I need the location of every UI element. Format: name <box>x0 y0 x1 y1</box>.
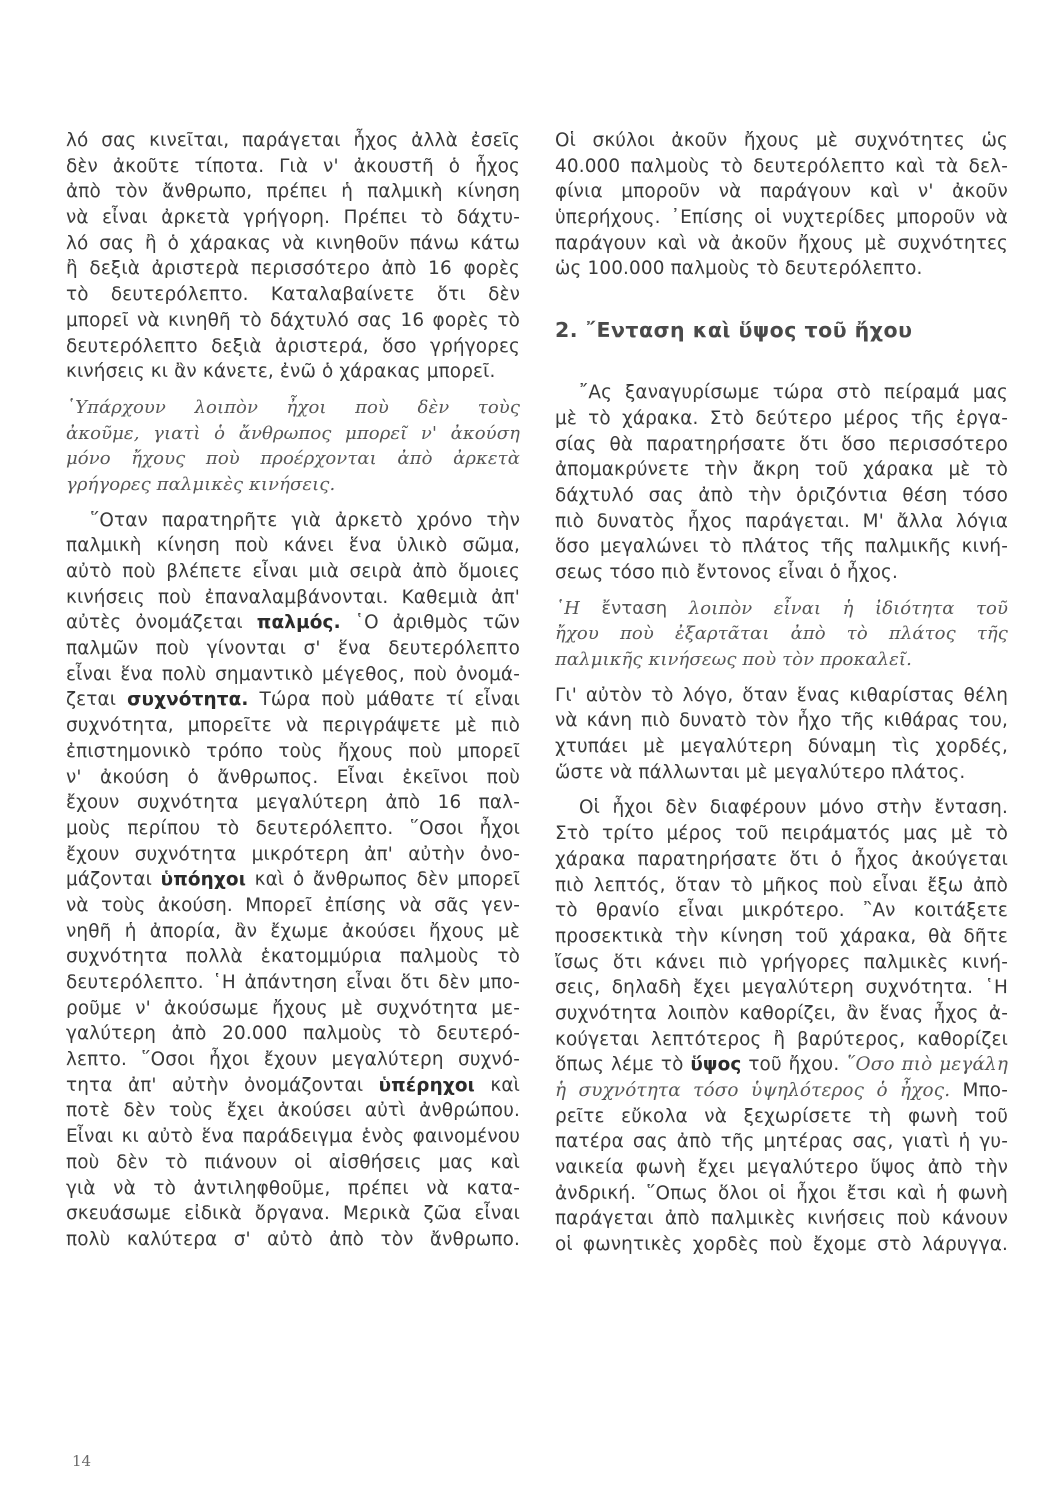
text-line: τὸ δευτερόλεπτο. Καταλαβαίνετε ὅτι δὲν <box>66 284 520 306</box>
italic-text: ῞Οσο πιὸ μεγάλη <box>846 1054 1008 1076</box>
paragraph-animals-hearing <box>555 128 1008 282</box>
text-line: ρεῖτε εὔκολα νὰ ξεχωρίσετε τὴ φωνὴ τοῦ <box>555 1105 1008 1127</box>
text-line: νὰ τοὺς ἀκούση. Μπορεῖ ἐπίσης νὰ σᾶς γεν- <box>66 894 520 916</box>
text-line: ἤχου ποὺ ἐξαρτᾶται ἀπὸ τὸ πλάτος τῆς <box>555 623 1008 645</box>
text-line: παράγεται ἀπὸ παλμικὲς κινήσεις ποὺ κάνουν <box>555 1208 1008 1230</box>
text: ῾Ο ἀριθμὸς τῶν <box>340 612 520 634</box>
text-line: αὐτὸ ποὺ βλέπετε εἶναι μιὰ σειρὰ ἀπὸ ὅμοιες <box>66 561 520 582</box>
text-line: φίνια μποροῦν νὰ παράγουν καὶ ν' ἀκοῦν <box>555 181 1008 203</box>
text-line: παλμῶν ποὺ γίνονται σ' ἕνα δευτερόλεπτο <box>66 638 520 660</box>
text-line: συχνότητα πολλὰ ἑκατομμύρια παλμοὺς τὸ <box>66 946 520 968</box>
text-line: δὲν ἀκοῦτε τίποτα. Γιὰ ν' ἀκουστῆ ὁ ἦχος <box>66 155 520 177</box>
text-line <box>555 596 1008 622</box>
term-infrasound: ὑπόηχοι <box>160 869 247 891</box>
text-line: ἐπιστημονικὸ τρόπο τοὺς ἤχους ποὺ μπορεῖ <box>66 740 520 762</box>
term-frequency: συχνότητα. <box>127 689 249 711</box>
text-line: ν' ἀκούση ὁ ἄνθρωπος. Εἶναι ἐκεῖνοι ποὺ <box>66 766 520 788</box>
text: μάζονται <box>66 869 161 891</box>
text-line: σεις, δηλαδὴ ἔχει μεγαλύτερη συχνότητα. ῾Η <box>555 977 1008 999</box>
text-line: ἀνδρική. ῞Οπως ὅλοι οἱ ἦχοι ἔτσι καὶ ἡ φωνὴ <box>555 1182 1008 1204</box>
text: Μπο- <box>950 1080 1008 1101</box>
text: τητα ἀπ' αὐτὴν ὀνομάζονται <box>66 1074 379 1096</box>
text-line: ἔχουν συχνότητα μικρότερη ἀπ' αὐτὴν ὀνο- <box>66 843 520 865</box>
text-line: τὸ θρανίο εἶναι μικρότερο. ῍Αν κοιτάξετε <box>555 900 1008 922</box>
text-line: ἔχουν συχνότητα μεγαλύτερη ἀπὸ 16 παλ- <box>66 792 520 814</box>
text-line: γαλύτερη ἀπὸ 20.000 παλμοὺς τὸ δευτερό- <box>66 1023 520 1045</box>
left-column <box>66 128 520 1253</box>
text-line: ροῦμε ν' ἀκούσωμε ἤχους μὲ συχνότητα με- <box>66 997 520 1019</box>
text: καὶ <box>474 1074 520 1096</box>
text-line: κινήσεις ποὺ ἐπαναλαμβάνονται. Καθεμιὰ ἀπ' <box>66 586 520 608</box>
text: ζεται <box>66 689 128 711</box>
text-line: 40.000 παλμοὺς τὸ δευτερόλεπτο καὶ τὰ δελ- <box>555 155 1008 177</box>
text-line: σεως τόσο πιὸ ἔντονος εἶναι ὁ ἦχος. <box>555 561 898 583</box>
text: τοῦ ἤχου. <box>741 1054 847 1076</box>
text: καὶ ὁ ἄνθρωπος δὲν μπορεῖ <box>246 869 521 891</box>
text-line: οἱ φωνητικὲς χορδὲς ποὺ ἔχομε στὸ λάρυγγα. <box>555 1234 1008 1256</box>
text-line: εἶναι ἕνα πολὺ σημαντικὸ μέγεθος, ποὺ ὀνομά- <box>66 663 520 685</box>
page-number: 14 <box>72 1452 92 1470</box>
text-line: πιὸ λεπτός, ὅταν τὸ μῆκος ποὺ εἶναι ἔξω ἀπὸ <box>555 874 1008 896</box>
text-line: Οἱ ἦχοι δὲν διαφέρουν μόνο στὴν ἔνταση. <box>579 797 1008 819</box>
text-line: δευτερόλεπτο δεξιὰ ἀριστερά, ὅσο γρήγορες <box>66 335 520 357</box>
paragraph-pitch <box>555 795 1008 1257</box>
text-line: ποτὲ δὲν τοὺς ἔχει ἀκούσει αὐτὶ ἀνθρώπου. <box>66 1100 520 1122</box>
text-line <box>66 1073 520 1099</box>
italic-note-inaudible <box>66 395 520 498</box>
text-line <box>66 687 520 713</box>
text-line: λό σας κινεῖται, παράγεται ἦχος ἀλλὰ ἐσεῖς <box>66 130 520 151</box>
right-column <box>555 128 1008 1258</box>
paragraph-guitarist <box>555 683 1008 786</box>
text: ῾Η <box>555 597 602 619</box>
text-line: μόνο ἤχους ποὺ προέρχονται ἀπὸ ἀρκετὰ <box>66 448 520 470</box>
text-line: πιὸ δυνατὸς ἦχος παράγεται. Μ' ἄλλα λόγια <box>555 510 1008 532</box>
text-line: Εἶναι κι αὐτὸ ἕνα παράδειγμα ἑνὸς φαινομένου <box>66 1126 520 1148</box>
text-line: λό σας ἢ ὁ χάρακας νὰ κινηθοῦν πάνω κάτω <box>66 232 520 254</box>
text-line: γρήγορες παλμικὲς κινήσεις. <box>66 473 336 495</box>
text-line: ἢ δεξιὰ ἀριστερὰ περισσότερο ἀπὸ 16 φορὲς <box>66 258 520 280</box>
text-line: πολὺ καλύτερα σ' αὐτὸ ἀπὸ τὸν ἄνθρωπο. <box>66 1228 520 1250</box>
text-line: ἀκοῦμε, γιατὶ ὁ ἄνθρωπος μπορεῖ ν' ἀκούση <box>66 422 520 444</box>
text-line <box>66 610 520 636</box>
text-line: ὑπερήχους. ᾿Επίσης οἱ νυχτερίδες μποροῦν νὰ <box>555 207 1008 229</box>
text-line: κινήσεις κι ἂν κάνετε, ἐνῶ ὁ χάρακας μπορεῖ. <box>66 361 496 383</box>
text-line: Οἱ σκύλοι ἀκοῦν ἤχους μὲ συχνότητες ὡς <box>555 130 1008 151</box>
term-pitch: ὕψος <box>690 1054 742 1076</box>
text-line: μπορεῖ νὰ κινηθῆ τὸ δάχτυλό σας 16 φορὲς τὸ <box>66 309 520 331</box>
text-line: ῾Υπάρχουν λοιπὸν ἦχοι ποὺ δὲν τοὺς <box>66 396 520 418</box>
text-line: νὰ κάνη πιὸ δυνατὸ τὸν ἦχο τῆς κιθάρας του, <box>555 710 1008 732</box>
text-line: ῞Οταν παρατηρῆτε γιὰ ἀρκετὸ χρόνο τὴν <box>90 509 520 531</box>
text-line: παράγουν καὶ νὰ ἀκοῦν ἤχους μὲ συχνότητες <box>555 232 1008 254</box>
italic-text: ἡ συχνότητα τόσο ὑψηλότερος ὁ ἦχος. <box>555 1080 951 1101</box>
text-line: Στὸ τρίτο μέρος τοῦ πειράματός μας μὲ τὸ <box>555 823 1008 845</box>
text-line: ῎Ας ξαναγυρίσωμε τώρα στὸ πείραμά μας <box>579 382 1008 404</box>
text-line: δάχτυλό σας ἀπὸ τὴν ὁριζόντια θέση τόσο <box>555 484 1008 506</box>
text-line: ναικεία φωνὴ ἔχει μεγαλύτερο ὕψος ἀπὸ τὴν <box>555 1157 1008 1179</box>
text: αὐτὲς ὀνομάζεται <box>66 612 257 634</box>
text-line: παλμικῆς κινήσεως ποὺ τὸν προκαλεῖ. <box>555 649 912 670</box>
text-line: ἀπὸ τὸν ἄνθρωπο, πρέπει ἡ παλμικὴ κίνηση <box>66 181 520 203</box>
text-line: Γι' αὐτὸν τὸ λόγο, ὅταν ἕνας κιθαρίστας θέλη <box>555 684 1008 706</box>
text-line <box>66 867 520 893</box>
text-line: ὥστε νὰ πάλλωνται μὲ μεγαλύτερο πλάτος. <box>555 761 966 783</box>
text-line: παλμικὴ κίνηση ποὺ κάνει ἕνα ὑλικὸ σῶμα, <box>66 535 520 557</box>
text-line: νὰ εἶναι ἀρκετὰ γρήγορη. Πρέπει τὸ δάχτυ- <box>66 207 520 229</box>
text: Τώρα ποὺ μάθατε τί εἶναι <box>248 689 520 711</box>
text-line: γιὰ νὰ τὸ ἀντιληφθοῦμε, πρέπει νὰ κατα- <box>66 1177 520 1199</box>
term-palmos: παλμός. <box>256 612 341 634</box>
text-line: μοὺς περίπου τὸ δευτερόλεπτο. ῞Οσοι ἦχοι <box>66 817 520 839</box>
text: λοιπὸν εἶναι ἡ ἰδιότητα τοῦ <box>667 597 1008 619</box>
text-line: σκευάσωμε εἰδικὰ ὄργανα. Μερικὰ ζῶα εἶναι <box>66 1203 520 1225</box>
text-line: ὅσο μεγαλώνει τὸ πλάτος τῆς παλμικῆς κινή- <box>555 536 1008 558</box>
text-line: λεπτο. ῞Οσοι ἦχοι ἔχουν μεγαλύτερη συχνό- <box>66 1049 520 1071</box>
term-intensity: ἔνταση <box>601 597 668 619</box>
paragraph-frequency <box>66 508 520 1253</box>
paragraph-intensity <box>555 380 1008 586</box>
text-line: δευτερόλεπτο. ῾Η ἀπάντηση εἶναι ὅτι δὲν μπο- <box>66 972 520 993</box>
text-line: μὲ τὸ χάρακα. Στὸ δεύτερο μέρος τῆς ἐργα- <box>555 407 1008 429</box>
text-line: ἀπομακρύνετε τὴν ἄκρη τοῦ χάρακα μὲ τὸ <box>555 459 1008 481</box>
text-line: συχνότητα λοιπὸν καθορίζει, ἂν ἕνας ἦχος ἀ- <box>555 1002 1008 1024</box>
paragraph-continuation <box>66 128 520 385</box>
text-line: κούγεται λεπτότερος ἢ βαρύτερος, καθορίζει <box>555 1028 1008 1050</box>
text-line: ποὺ δὲν τὸ πιάνουν οἱ αἰσθήσεις μας καὶ <box>66 1151 520 1173</box>
section-heading: 2. ῎Ενταση καὶ ὕψος τοῦ ἤχου <box>555 318 913 343</box>
text-line: χάρακα παρατηρήσατε ὅτι ὁ ἦχος ἀκούγεται <box>555 848 1008 870</box>
text-line: σίας θὰ παρατηρήσατε ὅτι ὅσο περισσότερο <box>555 433 1008 455</box>
text-line: συχνότητα, μπορεῖτε νὰ περιγράψετε μὲ πιὸ <box>66 715 520 737</box>
term-ultrasound: ὑπέρηχοι <box>378 1074 475 1096</box>
text-line: χτυπάει μὲ μεγαλύτερη δύναμη τὶς χορδές, <box>555 736 1008 758</box>
text-line: πατέρα σας ἀπὸ τῆς μητέρας σας, γιατὶ ἡ γυ- <box>555 1131 1008 1153</box>
text-line: νηθῆ ἡ ἀπορία, ἂν ἔχωμε ἀκούσει ἤχους μὲ <box>66 920 520 942</box>
text-line <box>555 1052 1008 1078</box>
text-line <box>555 1078 1008 1104</box>
text: ὅπως λέμε τὸ <box>555 1054 691 1076</box>
text-line: προσεκτικὰ τὴν κίνηση τοῦ χάρακα, θὰ δῆτε <box>555 925 1008 947</box>
text-line: ὡς 100.000 παλμοὺς τὸ δευτερόλεπτο. <box>555 258 923 280</box>
text-line: ἴσως ὅτι κάνει πιὸ γρήγορες παλμικὲς κινή- <box>555 951 1008 973</box>
italic-note-intensity <box>555 596 1008 673</box>
